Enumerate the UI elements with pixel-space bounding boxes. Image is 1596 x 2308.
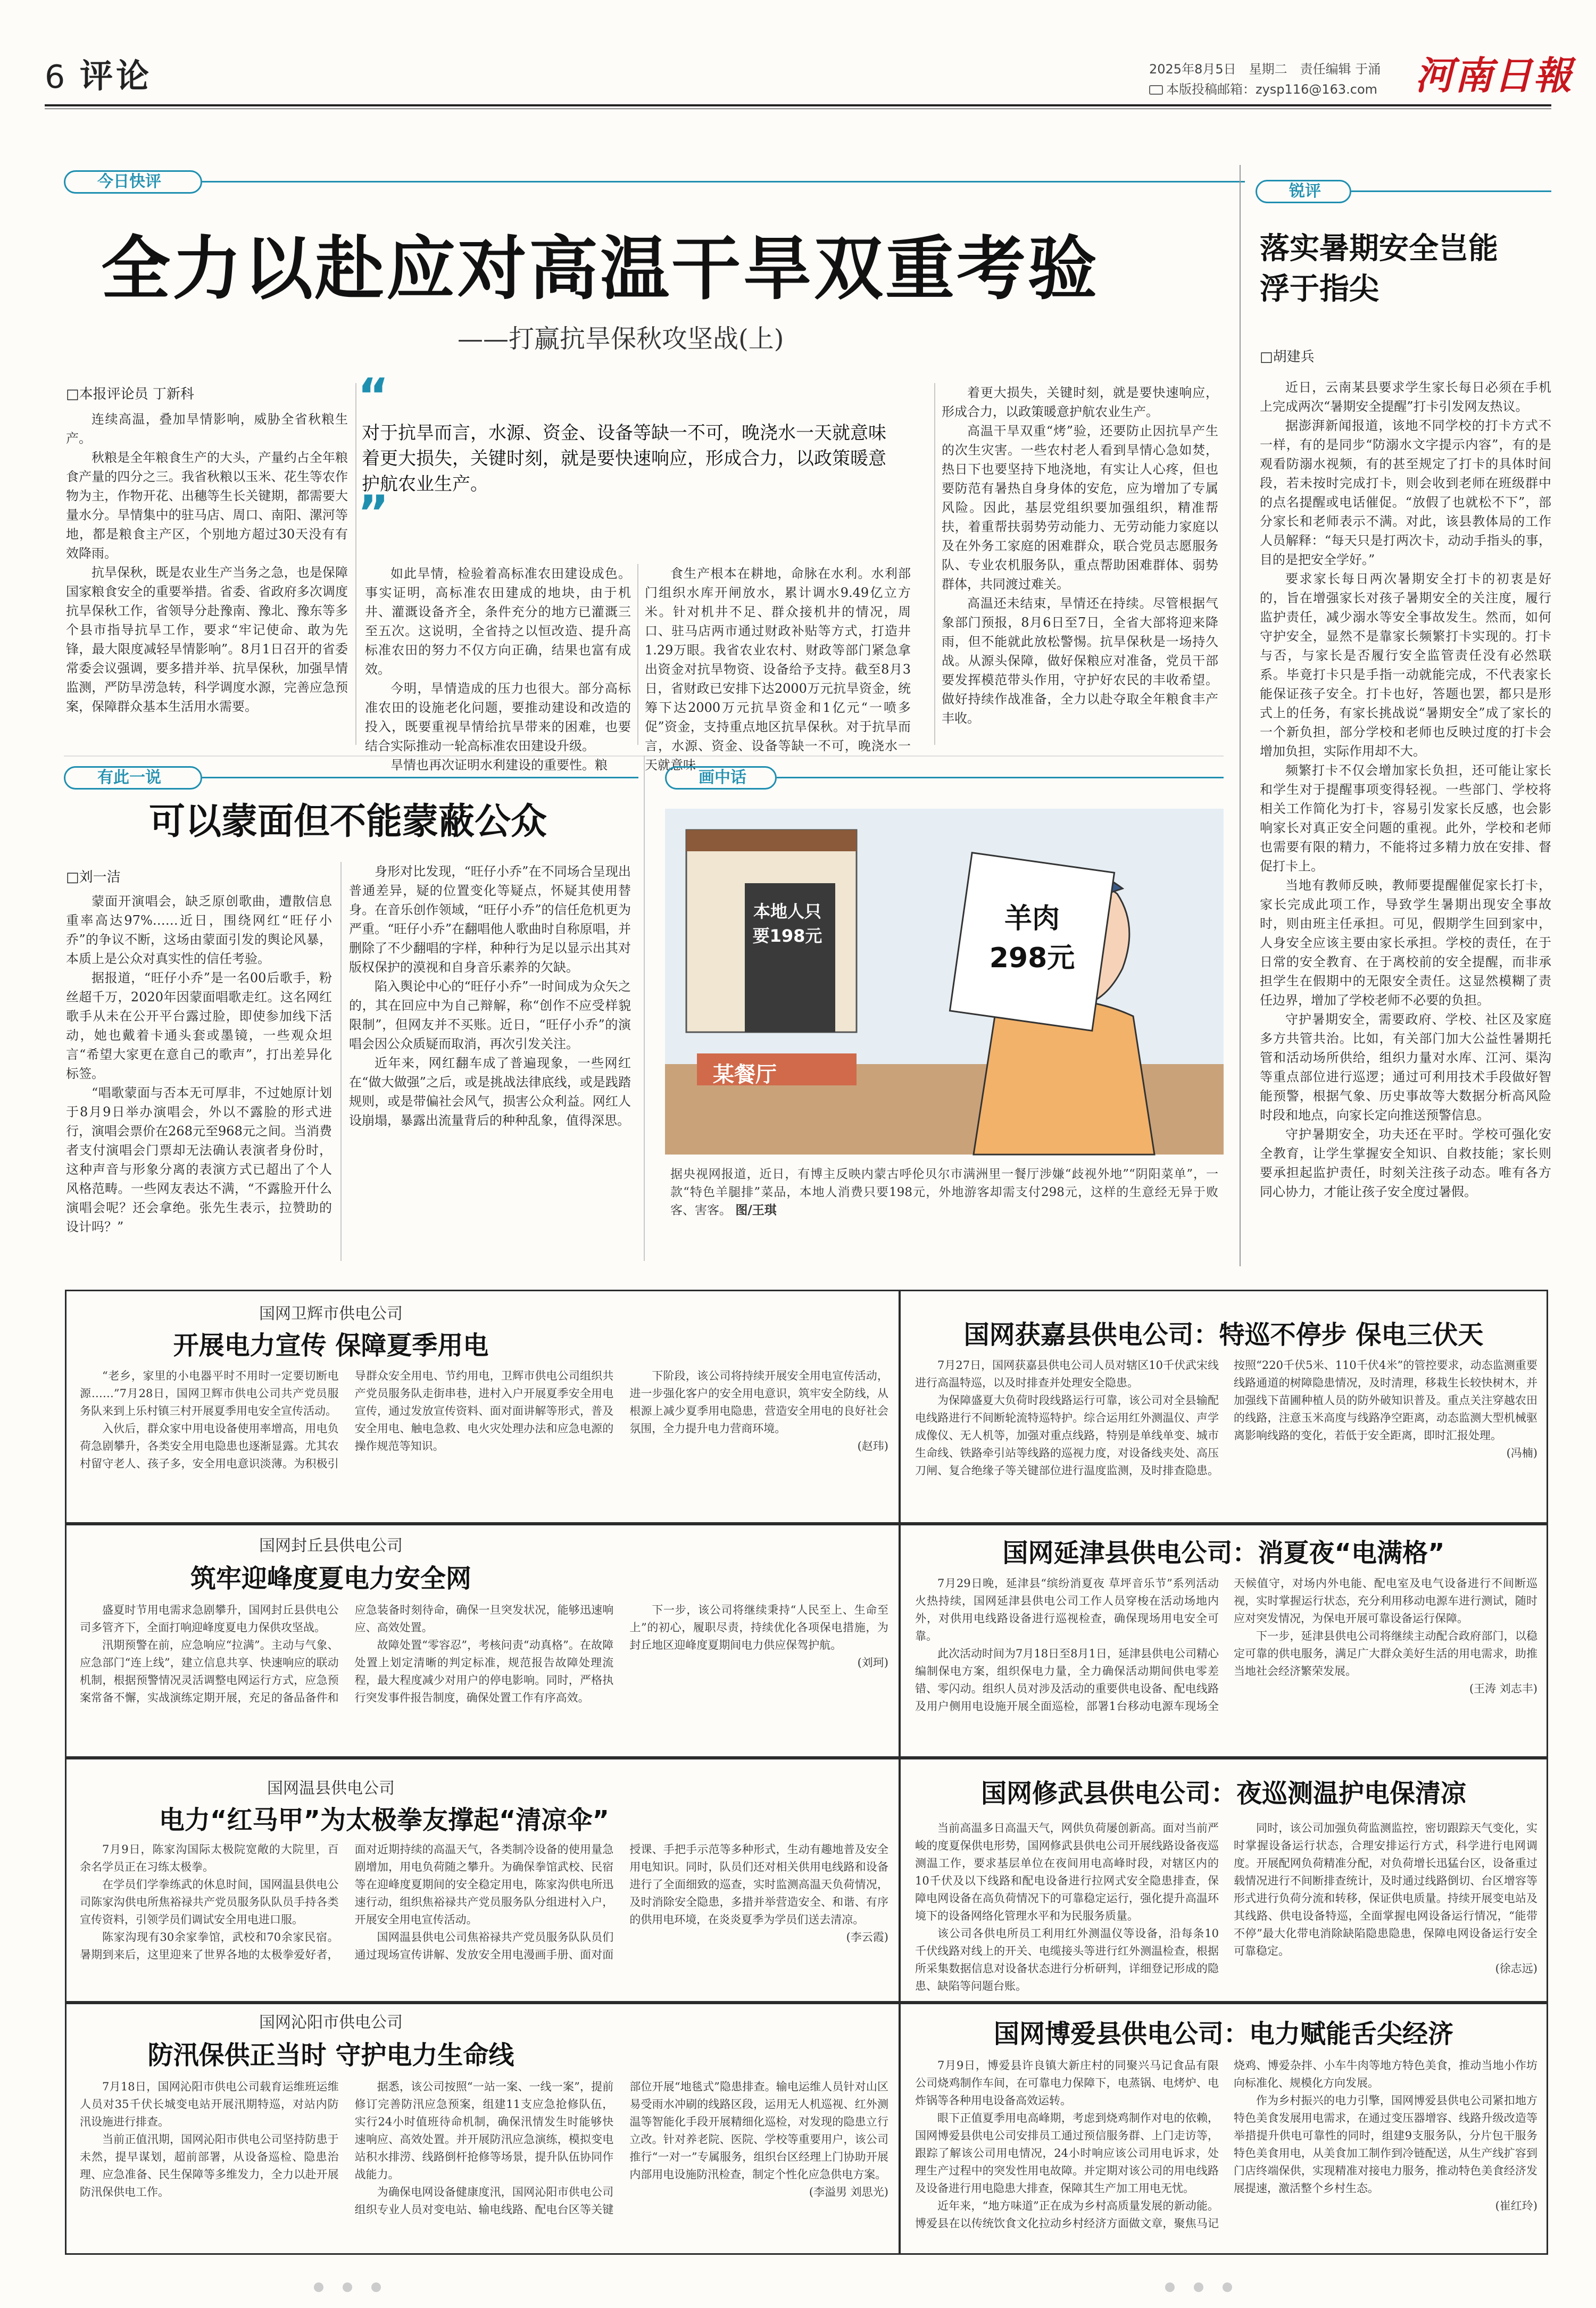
sign-lamb-price: 羊肉298元 (989, 903, 1075, 974)
paragraph: 抗旱保秋，既是农业生产当务之急，也是保障国家粮食安全的重要举措。省委、省政府多次调度抗旱保秋工作，省领导分赴豫南、豫北、豫东等多个县市指导抗旱工作，要求“牢记使命、敢为先锋，最大限度减轻旱情影响”。8月1日召开的省委常委会议强调，要多措并举、抗旱保秋，加强旱情监测，严防旱涝急转，科学调度水源，完善应急预案，保障群众基本生活用水需要。 (66, 565, 348, 714)
dot-icon (371, 2282, 381, 2292)
paragraph: 高温干旱双重“烤”验，还要防止因抗旱产生的次生灾害。一些农村老人看到旱情心急如焚，热日下也要坚持下地浇地，有实让人心疼，但也要防范有暑热自身身体的安危，应为增加了专属风险。因此，基层党组织要加强组织，精准帮扶，着重帮扶弱势劳动能力、无劳动能力家庭以及在外务工家庭的困难群众，联合党员志愿服务队、专业农机服务队，重点帮助困难群体、弱势群体，共同渡过难关。 (942, 424, 1218, 592)
header-rule (45, 104, 1551, 106)
credit: (徐志远) (1495, 1962, 1537, 1975)
paragraph: 该公司各供电所员工利用红外测温仪等设备，沿每条10千伏线路对线上的开关、电缆接头等进行红外测温检查，根据所采集数据信息对设备状态进行分析研判，详细登记形成的隐患、缺陷等问题台账。 (915, 1927, 1219, 1992)
paragraph: 守护暑期安全，功夫还在平时。学校可强化安全教育，让学生掌握安全知识、自救技能；家长则要承担起监护责任，时刻关注孩子动态。唯有各方同心协力，才能让孩子安全度过暑假。 (1260, 1127, 1551, 1199)
paragraph: 近年来，“地方味道”正在成为乡村高质量发展的新动能。博爱县在以传统饮食文化拉动乡村经济方面做文章，聚焦马记烧鸡、博爱杂拌、小车牛肉等地方特色美食，推动当地小作坊向标准化、规模化方向发展。 (915, 2059, 1537, 2230)
page-number: 6 (45, 59, 65, 96)
footer-dots (314, 2282, 420, 2295)
paragraph: 据报道，“旺仔小乔”是一名00后歌手，粉丝超千万，2020年因蒙面唱歌走红。这名网红歌手从未在公开平台露过脸，即使参加线下活动，她也戴着卡通头套或墨镜，一些观众坦言“希望大家更在意自己的歌声”，打出差异化标签。 (66, 970, 332, 1081)
tag-label: 今日快评 (97, 172, 161, 191)
ad-body (915, 2057, 1537, 2249)
side-title: 落实暑期安全岂能浮于指尖 (1260, 231, 1498, 306)
tag-opinion (64, 766, 202, 790)
side-divider (1240, 165, 1241, 1266)
tag-label: 锐评 (1289, 182, 1321, 201)
sign-local-price: 本地人只要198元 (752, 901, 822, 946)
credit: (刘珂) (857, 1656, 888, 1669)
paragraph: 高温还未结束，旱情还在持续。尽管根据气象部门预报，8月6日至7日，全省大部将迎来降雨，但不能就此放松警惕。抗旱保秋是一场持久战。从源头保障，做好保粮应对准备，党员干部要发挥模范带头作用，守护好农民的丰收希望。做好持续作战准备，全力以赴夺取全年粮食丰产丰收。 (942, 596, 1218, 726)
tag-today-comment (64, 170, 202, 194)
editorial-title: 全力以赴应对高温干旱双重考验 (101, 228, 1100, 309)
shop-label: 某餐厅 (713, 1062, 777, 1087)
paragraph: 旱情也再次证明水利建设的重要性。粮 (390, 758, 608, 773)
column-divider (355, 383, 356, 745)
paragraph: 此次活动时间为7月18日至8月1日，延津县供电公司精心编制保电方案，组织保电力量，全力确保活动期间供电零差错、零闪动。组织人员对涉及活动的重要供电设备、配电线路及用户侧用电设施开展全面巡检，部署1台移动电源车现场全天候值守，对场内外电能、配电室及电气设备进行不间断巡视，实时掌握运行状态，充分利用移动电源车进行测试，随时应对突发情况，为保电开展可靠设备运行保障。 (915, 1577, 1537, 1713)
dot-icon (1165, 2282, 1175, 2292)
paragraph: 7月27日，国网获嘉县供电公司人员对辖区10千伏武宋线进行高温特巡，以及时排查并处理安全隐患。 (915, 1359, 1219, 1389)
date-line: 2025年8月5日 星期二 责任编辑 于涌 (1149, 62, 1381, 77)
tag-sharp-comment (1256, 180, 1351, 203)
ad-title: 国网延津县供电公司：消夏夜“电满格” (1002, 1538, 1445, 1568)
footer-dots (1165, 2282, 1271, 2295)
paragraph: “老乡，家里的小电器平时不用时一定要切断电源……”7月28日，国网卫辉市供电公司共产党员服务队来到上乐村镇三村开展夏季用电安全宣传活动。 (80, 1369, 339, 1417)
editorial-column-2 (365, 564, 631, 773)
tag-rule (1351, 190, 1551, 192)
paragraph: 着更大损失，关键时刻，就是要快速响应，形成合力，以政策暖意护航农业生产。 (942, 385, 1218, 419)
paragraph: 要求家长每日两次暑期安全打卡的初衷是好的，旨在增强家长对孩子暑期安全的关注度，履行监护责任，减少溺水等安全事故发生。然而，如何守护安全，显然不是靠家长频繁打卡实现的。打卡与否，与家长是否履行安全监管责任没有必然联系。毕竟打卡只是手指一动就能完成，不代表家长能保证孩子安全。打卡也好，答题也罢，都只是形式上的任务，有家长挑战说“暑期安全”成了家长的一个新负担，部分学校和老师也反映过度的打卡会增加负担，实际作用却不大。 (1260, 571, 1551, 759)
opinion-column-2 (349, 862, 631, 1261)
ad-body (80, 1601, 888, 1754)
ad-title: 开展电力宣传 保障夏季用电 (173, 1331, 489, 1360)
paragraph: 同时，该公司加强负荷监测监控，密切跟踪天气变化，实时掌握设备运行状态，合理安排运行方式，科学进行电网调度。开展配网负荷精准分配，对负荷增长迅猛台区，设备重过载情况进行不间断排查统计，及时通过线路倒切、台区增容等形式进行负荷分流和转移，保证供电质量。持续开展变电站及其线路、供电设备特巡，全面掌握电网设备运行情况，“能带不停”最大化带电消除缺陷隐患隐患，保障电网设备运行安全可靠稳定。 (1234, 1822, 1537, 1957)
tag-rule (777, 777, 1224, 778)
ad-org: 国网卫辉市供电公司 (259, 1305, 403, 1323)
paragraph: 入伙后，群众家中用电设备使用率增高，用电负荷急剧攀升，各类安全用电隐患也逐渐显露。尤其农村留守老人、孩子多，安全用电意识淡薄。为积极引导群众安全用电、节约用电，卫辉市供电公司组织共产党员服务队走街串巷，进村入户开展夏季安全用电宣传，通过发放宣传资料、面对面讲解等形式，普及安全用电、触电急救、电火灾处理办法和应急电源的操作规范等知识。 (80, 1369, 614, 1470)
paragraph: 眼下正值夏季用电高峰期，考虑到烧鸡制作对电的依赖，国网博爱县供电公司安排员工通过预信服务群、上门走访等，跟踪了解该公司用电情况，24小时响应该公司用电诉求，处理生产过程中的突发性用电故障。并定期对该公司的用电线路及设备进行用电隐患大排查，保障其生产加工用电无忧。 (915, 2112, 1219, 2195)
tag-rule (202, 181, 1245, 182)
ad-body (915, 1357, 1537, 1520)
quote-open-icon: “ (358, 368, 389, 424)
paragraph: 陷入舆论中心的“旺仔小乔”一时间成为众矢之的，其在回应中为自己辩解，称“创作不应受样貌限制”，但网友并不买账。近日，“旺仔小乔”的演唱会因公众质疑而取消，再次引发关注。 (349, 979, 631, 1051)
pull-quote: 对于抗旱而言，水源、资金、设备等缺一不可，晚浇水一天就意味着更大损失，关键时刻，就是要快速响应，形成合力，以政策暖意护航农业生产。 (362, 422, 886, 495)
paragraph: 7月9日，博爱县许良镇大新庄村的同聚兴马记食品有限公司烧鸡制作车间，在可靠电力保障下，电蒸锅、电烤炉、电炸锅等各种用电设备高效运转。 (915, 2059, 1219, 2107)
column-divider (340, 862, 342, 1261)
paragraph: 当前正值汛期，国网沁阳市供电公司坚持防患于未然，提早谋划，超前部署，从设备巡检、隐患治理、应急准备、民生保障等多维发力，全力以赴开展防汛保供电工作。 (80, 2133, 339, 2198)
email-line (1149, 79, 1377, 97)
ad-body (80, 1367, 888, 1522)
credit: (崔红玲) (1495, 2199, 1537, 2212)
credit: (李云霞) (846, 1931, 888, 1944)
paragraph: 身形对比发现，“旺仔小乔”在不同场合呈现出普通差异，疑的位置变化等疑点，怀疑其使用替身。在音乐创作领域，“旺仔小乔”的信任危机更为严重。“旺仔小乔”在翻唱他人歌曲时自称原唱，并删除了不少翻唱的字样，种种行为足以显示出其对版权保护的漠视和自身音乐素养的欠缺。 (349, 864, 631, 975)
paragraph: 秋粮是全年粮食生产的大头，产量约占全年粮食产量的四分之三。我省秋粮以玉米、花生等农作物为主，作物开花、出穗等生长关键期，都需要大量水分。旱情集中的驻马店、周口、南阳、漯河等地，都是粮食主产区，个别地方超过30天没有有效降雨。 (66, 450, 348, 561)
quote-close-icon: ” (358, 485, 389, 541)
ad-org: 国网温县供电公司 (267, 1779, 395, 1798)
editorial-subtitle: ——打赢抗旱保秋攻坚战(上) (458, 324, 784, 354)
paragraph: 在学员们学拳练武的休息时间，国网温县供电公司陈家沟供电所焦裕禄共产党员服务队队员手持各类宣传资料，引领学员们调试安全用电进口服。 (80, 1878, 339, 1926)
cartoon-svg (665, 809, 1224, 1155)
column-divider (644, 756, 645, 1261)
ad-title: 国网博爱县供电公司：电力赋能舌尖经济 (993, 2019, 1453, 2049)
ad-body (80, 2078, 888, 2248)
tag-label: 有此一说 (97, 768, 161, 787)
tag-label: 画中话 (699, 768, 746, 787)
paragraph: 汛期预警在前，应急响应“拉满”。主动与气象、应急部门“连上线”，建立信息共享、快速响应的联动机制，根据预警情况灵活调整电网运行方式，应急预案常备不懈，实战演练定期开展，充足的备品备件和应急装备时刻待命，确保一旦突发状况，能够迅速响应、高效处置。 (80, 1604, 614, 1704)
column-divider (934, 383, 935, 745)
paragraph: 作为乡村振兴的电力引擎，国网博爱县供电公司紧扣地方特色美食发展用电需求，在通过变压器增容、线路升级改造等举措提升供电可靠性的同时，组建9支服务队，分片包干服务特色美食用电，从美食加工制作到冷链配送，从生产线扩容到门店终端保供，实现精准对接电力服务，推动特色美食经济发展提速，激活整个乡村生态。 (1234, 2094, 1537, 2195)
column-divider (637, 564, 638, 745)
side-column (1260, 378, 1551, 1261)
dot-icon (343, 2282, 352, 2292)
opinion-title: 可以蒙面但不能蒙蔽公众 (149, 801, 547, 843)
paragraph: 故障处置“零容忍”，考核问责“动真格”。在故障处置上划定清晰的判定标准，规范报告故障处理流程，最大程度减少对用户的停电影响。同时，严格执行突发事件报告制度，确保处置工作有序高效。 (354, 1639, 614, 1704)
side-byline: □胡建兵 (1260, 349, 1315, 365)
dot-icon (314, 2282, 323, 2292)
ad-title: 防汛保供正当时 守护电力生命线 (147, 2040, 514, 2070)
paragraph: 为确保电网设备健康度汛，国网沁阳市供电公司组织专业人员对变电站、输电线路、配电台区等关键部位开展“地毯式”隐患排查。输电运维人员针对山区易受雨水冲刷的线路区段，运用无人机巡视、红外测温等智能化手段开展精细化巡检，对发现的隐患立行立改。针对养老院、医院、学校等重要用户，该公司推行“一对一”专属服务，组织台区经理上门协助开展内部用电设施防汛检查，制定个性化应急供电方案。 (354, 2080, 888, 2216)
ad-title: 电力“红马甲”为太极拳友撑起“清凉伞” (159, 1805, 610, 1835)
paragraph: 近日，云南某县要求学生家长每日必须在手机上完成两次“暑期安全提醒”打卡引发网友热议。 (1260, 380, 1551, 414)
paragraph: 频繁打卡不仅会增加家长负担，还可能让家长和学生对于提醒事项变得轻视。一些部门、学校将相关工作简化为打卡，容易引发家长反感，也会影响家长对真正安全问题的重视。此外，学校和老师也需要有限的精力，不能将过多精力放在安排、督促打卡上。 (1260, 763, 1551, 874)
paragraph: 如此旱情，检验着高标准农田建设成色。事实证明，高标准农田建成的地块，由于机井、灌溉设备齐全，条件充分的地方已灌溉三至五次。这说明，全省持之以恒改造、提升高标准农田的努力不仅方向正确，结果也富有成效。 (365, 566, 631, 677)
ad-title: 国网获嘉县供电公司：特巡不停步 保电三伏天 (963, 1320, 1484, 1350)
ad-org: 国网封丘县供电公司 (259, 1537, 403, 1555)
ad-title: 筑牢迎峰度夏电力安全网 (190, 1564, 471, 1593)
paragraph: 据澎湃新闻报道，该地不同学校的打卡方式不一样，有的是同步“防溺水文字提示内容”，有的是观看防溺水视频，有的甚至规定了打卡的具体时间段，若未按时完成打卡，则会收到老师在班级群中的点名提醒或电话催促。“放假了也就松不下”，部分家长和老师表示不满。对此，该县教体局的工作人员解释：“每天只是打两次卡，动动手指头的事，目的是把安全学好。” (1260, 418, 1551, 567)
editorial-column-3 (645, 564, 911, 773)
paragraph: 7月29日晚，延津县“缤纷消夏夜 草坪音乐节”系列活动火热持续，国网延津县供电公司工作人员穿梭在活动场地内外，对供用电线路设备进行巡视检查，确保现场用电安全可靠。 (915, 1577, 1219, 1642)
cartoon-caption (670, 1165, 1218, 1219)
ad-body (915, 1575, 1537, 1754)
ad-body (80, 1841, 888, 2000)
paragraph: 据悉，该公司按照“一站一案、一线一案”，提前修订完善防汛应急预案，组建11支应急抢修队伍，实行24小时值班待命机制，确保汛情发生时能够快速响应、高效处置。并开展防汛应急演练，模拟变电站积水排涝、线路倒杆抢修等场景，提升队伍协同作战能力。 (354, 2080, 614, 2181)
credit: (王涛 刘志丰) (1469, 1682, 1537, 1695)
paragraph: 守护暑期安全，需要政府、学校、社区及家庭多方共管共治。比如，有关部门加大公益性暑期托管和活动场所供给，组织力量对水库、江河、渠沟等重点部位进行巡逻；通过可利用技术手段做好智能预警，根据气象、历史事故等大数据分析高风险时段和地点，向家长定向推送预警信息。 (1260, 1012, 1551, 1123)
opinion-column-1 (66, 892, 332, 1259)
opinion-byline: □刘一洁 (66, 869, 121, 885)
email-text: 本版投稿邮箱：zysp116@163.com (1166, 82, 1378, 97)
paragraph: 7月9日，陈家沟国际太极院宽敞的大院里，百余名学员正在习练太极拳。 (80, 1843, 339, 1873)
paragraph: 国网温县供电公司焦裕禄共产党员服务队队员们通过现场宣传讲解、发放安全用电漫画手册、面对面授课、手把手示范等多种形式，生动有趣地普及安全用电知识。同时，队员们还对相关供用电线路和设备进行了全面细致的巡查，实时监测高温天负荷情况，及时消除安全隐患，多措并举营造安全、和谐、有序的供用电环境，在炎炎夏季为学员们送去清凉。 (354, 1843, 888, 1961)
paragraph: 今明，旱情造成的压力也很大。部分高标准农田的设施老化问题，要推动建设和改造的投入，既要重视旱情给抗旱带来的困难，也要结合实际推动一轮高标准农田建设升级。 (365, 681, 631, 753)
paragraph: 7月18日，国网沁阳市供电公司载育运维班运维人员对35千伏长城变电站开展汛期特巡，对站内防汛设施进行排查。 (80, 2080, 339, 2128)
paragraph: 下阶段，该公司将持续开展安全用电宣传活动，进一步强化客户的安全用电意识，筑牢安全防线，从根源上减少夏季用电隐患，营造安全用电的良好社会氛围，全力提升电力营商环境。 (629, 1369, 888, 1435)
credit: (赵玮) (857, 1440, 888, 1452)
credit: (李溢男 刘思光) (809, 2186, 888, 2198)
cartoon-illustration (665, 809, 1224, 1155)
mail-icon (1149, 85, 1163, 95)
paragraph: 食生产根本在耕地，命脉在水利。水利部门组织水库开闸放水，累计调水9.49亿立方米。针对机井不足、群众接机井的情况，周口、驻马店两市通过财政补贴等方式，打造井1.29万眼。我省农业农村、财政等部门紧急拿出资金对抗旱物资、设备给予支持。截至8月3日，省财政已安排下达2000万元抗旱资金，统筹下达2000万元抗旱资金和1亿元“一喷多促”资金，支持重点地区抗旱保秋。对于抗旱而言，水源、资金、设备等缺一不可，晚浇水一天就意味 (645, 566, 911, 773)
paragraph: 连续高温，叠加旱情影响，威胁全省秋粮生产。 (66, 412, 348, 446)
credit: (冯楠) (1506, 1447, 1537, 1459)
paragraph: “唱歌蒙面与否本无可厚非，不过她原计划于8月9日举办演唱会，外以不露脸的形式进行，演唱会票价在268元至968元之间。当消费者支付演唱会门票却无法确认表演者身份时，这种声音与形象分离的表演方式已超出了个人风格范畴。一些网友表达不满，“不露脸开什么演唱会呢？还会拿绝。张先生表示，拉赞助的设计吗？” (66, 1085, 332, 1234)
ad-title: 国网修武县供电公司：夜巡测温护电保清凉 (980, 1779, 1466, 1808)
paragraph: 近年来，网红翻车成了普遍现象，一些网红在“做大做强”之后，或是挑战法律底线，或是践踏规则，或是带偏社会风气，损害公众利益。网红人设崩塌，暴露出流量背后的种种乱象，值得深思。 (349, 1056, 631, 1128)
paragraph: 当前高温多日高温天气，网供负荷屡创新高。面对当前严峻的度夏保供电形势，国网修武县供电公司开展线路设备夜巡测温工作，要求基层单位在夜间用电高峰时段，对辖区内的10千伏及以下线路和配电设备进行拉网式安全隐患排查，保障电网设备在高负荷情况下的可靠稳定运行，强化提升高温环境下的设备网络化管理水平和为民服务质量。 (915, 1822, 1219, 1922)
paragraph: 下一步，延津县供电公司将继续主动配合政府部门，以稳定可靠的供电服务，满足广大群众美好生活的用电需求，助推当地社会经济繁荣发展。 (1234, 1630, 1537, 1678)
paragraph: 陈家沟现有30余家拳馆，武校和70余家民宿。暑期到来后，这里迎来了世界各地的太极拳爱好者，面对近期持续的高温天气，各类制冷设备的使用量急剧增加，用电负荷随之攀升。为确保拳馆武校、民宿等在迎峰度夏期间的安全稳定用电，陈家沟供电所迅速行动，组织焦裕禄共产党员服务队分组进村入户，开展安全用电宣传活动。 (80, 1843, 614, 1961)
section-name: 评论 (80, 56, 153, 95)
paragraph: 下一步，该公司将继续秉持“人民至上、生命至上”的初心，履职尽责，持续优化各项保电措施，为封丘地区迎峰度夏期间电力供应保驾护航。 (629, 1604, 888, 1651)
paragraph: 当地有教师反映，教师要提醒催促家长打卡，家长完成此项工作，导致学生暑期出现安全事故时，则由班主任承担。可见，假期学生回到家中，人身安全应该主要由家长承担。学校的责任，在于日常的安全教育、在于离校前的安全提醒，而非承担学生在假期中的无限安全责任。这显然模糊了责任边界，增加了学校老师不必要的负担。 (1260, 878, 1551, 1008)
caption-text: 据央视网报道，近日，有博主反映内蒙古呼伦贝尔市满洲里一餐厅涉嫌“歧视外地”“阴阳菜单”，一款“特色羊腿排”菜品，本地人消费只要198元，外地游客却需支付298元，这样的生意经无异于败客、害客。 (670, 1167, 1218, 1217)
editorial-byline: □本报评论员 丁新科 (66, 386, 194, 402)
ad-body (915, 1820, 1537, 1999)
dot-icon (1194, 2282, 1203, 2292)
dot-icon (1223, 2282, 1232, 2292)
tag-rule (202, 777, 638, 778)
paragraph: 蒙面开演唱会，缺乏原创歌曲，遭散信息重率高达97%……近日，围绕网红“旺仔小乔”的争议不断，这场由蒙面引发的舆论风暴，本质上是公众对真实性的信任考验。 (66, 894, 332, 966)
editorial-column-4 (942, 383, 1218, 745)
ad-org: 国网沁阳市供电公司 (259, 2013, 403, 2032)
paragraph: 为保障盛夏大负荷时段线路运行可靠，该公司对全县输配电线路进行不间断轮流特巡特护。综合运用红外测温仪、声学成像仪、无人机等，加强对重点线路，特别是单线单变、城市生命线、铁路牵引站等线路的巡视力度，对设备线夹处、高压刀闸、复合绝缘子等关键部位进行温度监测，及时排查隐患。按照“220千伏5米、110千伏4米”的管控要求，动态监测重要线路通道的树障隐患情况，及时清理，移栽生长较快树木，并加强线下苗圃种植人员的防外破知识普及。重点关注穿越农田的线路，注意玉米高度与线路净空距离，动态监测大型机械驱离影响线路的变化，若低于安全距离，即时汇报处理。 (915, 1359, 1537, 1477)
newspaper-logo: 河南日報 (1415, 53, 1573, 98)
caption-credit: 图/王琪 (735, 1203, 777, 1217)
tag-cartoon (665, 766, 777, 790)
paragraph: 盛夏时节用电需求急剧攀升，国网封丘县供电公司多管齐下，全面打响迎峰度夏电力保供攻坚战。 (80, 1604, 339, 1634)
editorial-column-1 (66, 410, 348, 750)
